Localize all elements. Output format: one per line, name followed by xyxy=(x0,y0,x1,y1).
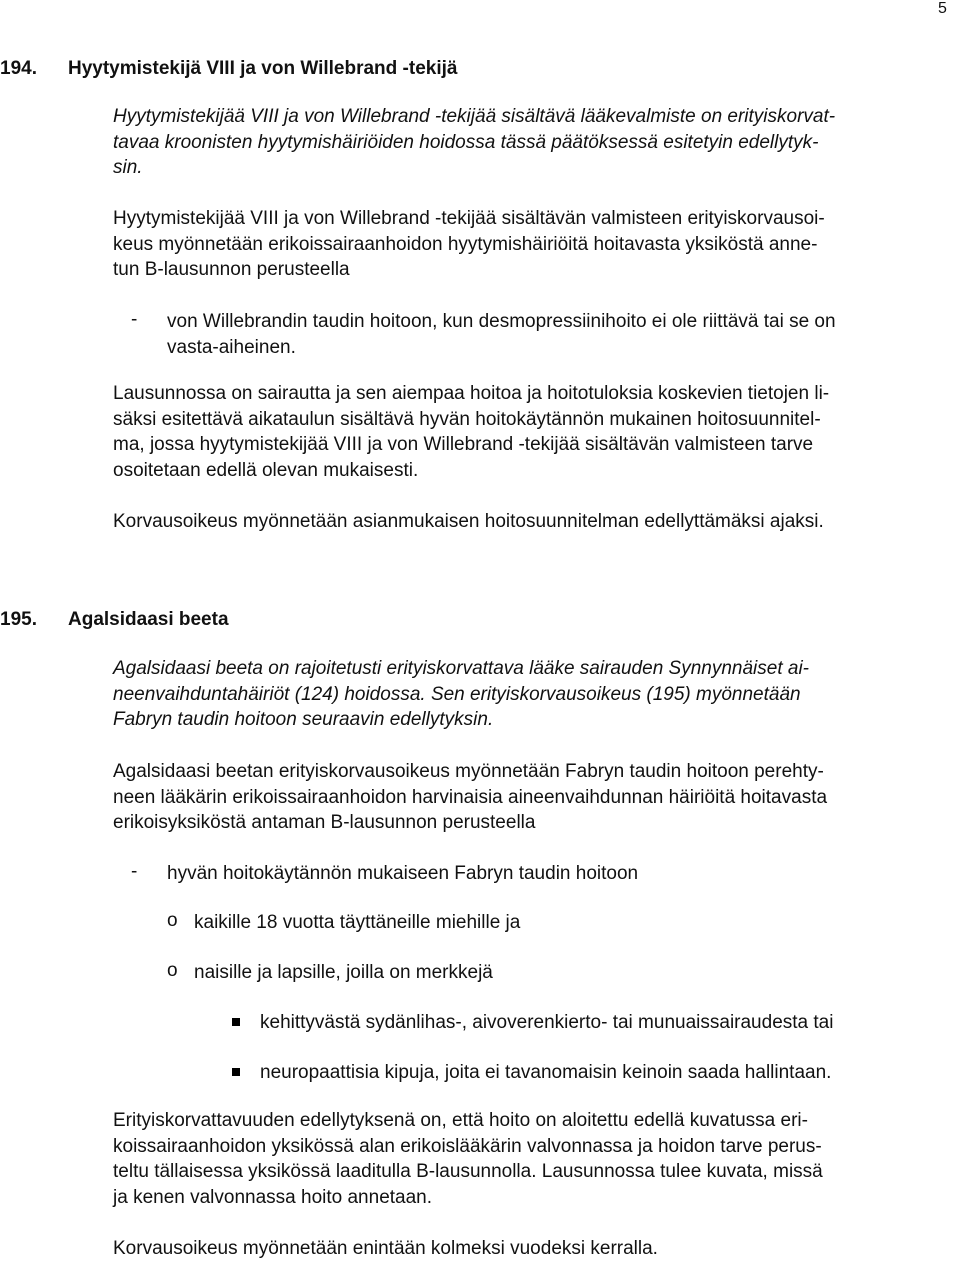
section-195-paragraph-1 xyxy=(113,759,943,836)
text-line: säksi esitettävä aikataulun sisältävä hyvän hoitokäytännön mukainen hoitosuunnitel- xyxy=(113,408,821,430)
dash-bullet: - xyxy=(131,861,138,882)
sub-sub-list-item: neuropaattisia kipuja, joita ei tavanomaisin keinoin saada hallintaan. xyxy=(260,1062,832,1083)
section-195-intro xyxy=(113,656,943,733)
text-line: keus myönnetään erikoissairaanhoidon hyytymishäiriöitä hoitavasta yksiköstä anne- xyxy=(113,233,818,255)
section-number: 195. xyxy=(0,609,37,630)
text-line: tun B-lausunnon perusteella xyxy=(113,259,350,281)
circle-bullet-icon: o xyxy=(167,910,178,931)
section-194-paragraph-2 xyxy=(113,381,943,483)
section-195-paragraph-2 xyxy=(113,1108,943,1210)
text-line: Fabryn taudin hoitoon seuraavin edellytyksin. xyxy=(113,709,494,731)
text-line: ja kenen valvonnassa hoito annetaan. xyxy=(113,1186,433,1208)
text-line: Hyytymistekijää VIII ja von Willebrand -tekijää sisältävä lääkevalmiste on erityiskorvat- xyxy=(113,106,836,127)
dash-bullet: - xyxy=(131,309,138,330)
section-194-paragraph-1 xyxy=(113,206,943,283)
text-line: von Willebrandin taudin hoitoon, kun desmopressiinihoito ei ole riittävä tai se on xyxy=(167,311,836,332)
section-195-paragraph-3: Korvausoikeus myönnetään enintään kolmeksi vuodeksi kerralla. xyxy=(113,1238,658,1259)
text-line: teltu tällaisessa yksikössä laaditulla B-lausunnolla. Lausunnossa tulee kuvata, missä xyxy=(113,1161,823,1183)
text-line: neenvaihduntahäiriöt (124) hoidossa. Sen erityiskorvausoikeus (195) myönnetään xyxy=(113,683,801,705)
text-line: erikoisyksiköstä antaman B-lausunnon perusteella xyxy=(113,812,536,834)
section-194-bullet-item xyxy=(167,309,947,360)
page-number: 5 xyxy=(938,0,947,17)
text-line: tavaa kroonisten hyytymishäiriöiden hoidossa tässä päätöksessä esitetyin edellytyk- xyxy=(113,131,819,153)
text-line: Agalsidaasi beeta on rajoitetusti erityiskorvattava lääke sairauden Synnynnäiset ai- xyxy=(113,658,810,679)
section-title: Hyytymistekijä VIII ja von Willebrand -tekijä xyxy=(68,58,458,79)
text-line: neen lääkärin erikoissairaanhoidon harvinaisia aineenvaihdunnan häiriöitä hoitavasta xyxy=(113,786,828,808)
sub-sub-list-item: kehittyvästä sydänlihas-, aivoverenkierto- tai munuaissairaudesta tai xyxy=(260,1012,834,1033)
circle-bullet-icon: o xyxy=(167,960,178,981)
text-line: vasta-aiheinen. xyxy=(167,336,296,358)
text-line: Lausunnossa on sairautta ja sen aiempaa hoitoa ja hoitotuloksia koskevien tietojen li- xyxy=(113,383,830,404)
square-bullet-icon xyxy=(232,1018,240,1026)
text-line: Agalsidaasi beetan erityiskorvausoikeus myönnetään Fabryn taudin hoitoon perehty- xyxy=(113,761,824,782)
section-194-paragraph-3: Korvausoikeus myönnetään asianmukaisen hoitosuunnitelman edellyttämäksi ajaksi. xyxy=(113,511,824,532)
square-bullet-icon xyxy=(232,1068,240,1076)
section-194-intro xyxy=(113,104,943,181)
text-line: osoitetaan edellä olevan mukaisesti. xyxy=(113,459,419,481)
section-number: 194. xyxy=(0,58,37,79)
text-line: koissairaanhoidon yksikössä alan erikoislääkärin valvonnassa ja hoidon tarve perus- xyxy=(113,1135,822,1157)
dash-list-item: hyvän hoitokäytännön mukaiseen Fabryn taudin hoitoon xyxy=(167,863,639,884)
sub-list-item: naisille ja lapsille, joilla on merkkejä xyxy=(194,962,493,983)
text-line: Hyytymistekijää VIII ja von Willebrand -tekijää sisältävän valmisteen erityiskorvausoi- xyxy=(113,208,825,229)
text-line: sin. xyxy=(113,157,143,179)
text-line: ma, jossa hyytymistekijää VIII ja von Willebrand -tekijää sisältävän valmisteen tarve xyxy=(113,434,814,456)
sub-list-item: kaikille 18 vuotta täyttäneille miehille ja xyxy=(194,912,521,933)
text-line: Erityiskorvattavuuden edellytyksenä on, että hoito on aloitettu edellä kuvatussa eri- xyxy=(113,1110,808,1131)
section-title: Agalsidaasi beeta xyxy=(68,609,229,630)
